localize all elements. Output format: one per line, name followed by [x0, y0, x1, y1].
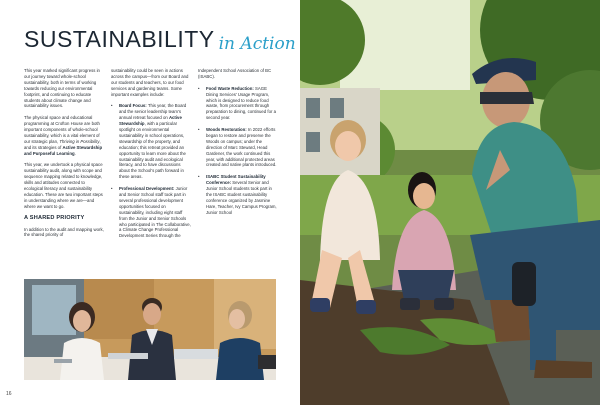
list-item [198, 86, 278, 121]
text: In 2022 efforts began to restore and preserve the Woods on campus; under the direction of Marc Steward, Head Gardener, the work continued this year, with additional protected areas created and native plants introduced. [206, 127, 277, 168]
strategies: Active Stewardship and Purposeful Learning [24, 144, 103, 156]
text-column-3 [198, 68, 278, 222]
text: This year, the Board and the senior leadership team's annual retreat focused on [119, 103, 187, 121]
bullet-title: Food Waste Reduction: [206, 85, 254, 91]
bullet-title: Professional Development: [119, 186, 175, 192]
paragraph: sustainability could be seen in actions across the campus—from our Board and our students and teachers, to our food services and gardening teams. Some important examples include: [111, 68, 189, 97]
bullet-title: Board Focus: [119, 103, 147, 109]
bullet-title: ISABC Student Sustainability Conference: [206, 174, 266, 186]
text-column-1 [24, 68, 104, 244]
paragraph: This year, we undertook a physical space sustainability audit, along with scope and sequence mapping related to knowledge, skills and attitudes connected to ecological literacy and sustainability education. These are two important steps in understanding where we are—and where we want to go. [24, 162, 103, 209]
section-heading: A SHARED PRIORITY [24, 214, 85, 221]
text-column-2 [111, 68, 191, 245]
text: , with a particular spotlight on environmental sustainability in school operations, stewardship of the property, and education; this retreat provided an opportunity to learn more about the sustainability audit and ecological literacy, and to have discussions about the School's path forward in these areas. [119, 121, 186, 180]
outdoor-photo-illustration [300, 0, 600, 405]
title-script: in Action [218, 34, 296, 54]
list-item [111, 103, 191, 180]
list-item [198, 127, 278, 168]
text: Several Senior and Junior School students took part in the ISABC student sustainability conference organized by Jasmine Hare, Teacher, Ivy Campus Program, Junior School [206, 180, 277, 215]
paragraph: Independent School Association of BC (ISABC). [198, 68, 272, 79]
text: Junior and Senior School staff took part in several professional development opportunities focused on sustainability, including eight staff from the Junior and Senior Schools who participated in The Collaborative, a Climate Change Professional Development Series through the [119, 186, 191, 239]
title-main: SUSTAINABILITY [24, 26, 215, 52]
bullet-list [111, 103, 191, 239]
list-item [111, 186, 191, 239]
paragraph: This year marked significant progress in our journey toward whole-school sustainability, both in terms of working towards reducing our environmental footprint, and continuing to educate students about climate change and sustainability issues. [24, 68, 100, 109]
text: , and its strategies of [24, 138, 101, 150]
list-item [198, 174, 278, 215]
right-page-photo [300, 0, 600, 405]
text: The physical space and educational programming at Crofton House are both important components of whole-school sustainability, which is a vital element of our strategic plan, [24, 115, 100, 144]
bullet-title: Woods Restoration: [206, 127, 247, 133]
page-number: 16 [6, 391, 12, 397]
meeting-photo-illustration [24, 279, 276, 380]
text: . [74, 150, 76, 156]
text: SAGE Dining Services' Usage Program, which is designed to reduce food waste, from procurement through preparation to dining, continued for a second year. [206, 85, 276, 121]
bullet-list [198, 86, 278, 216]
plan-name: Thriving in Possibility [59, 138, 100, 144]
paragraph [24, 115, 104, 156]
text: Active Stewardship [119, 115, 182, 127]
page-title [24, 26, 296, 53]
meeting-photo [24, 279, 276, 380]
paragraph: In addition to the audit and mapping work, the shared priority of [24, 226, 104, 238]
